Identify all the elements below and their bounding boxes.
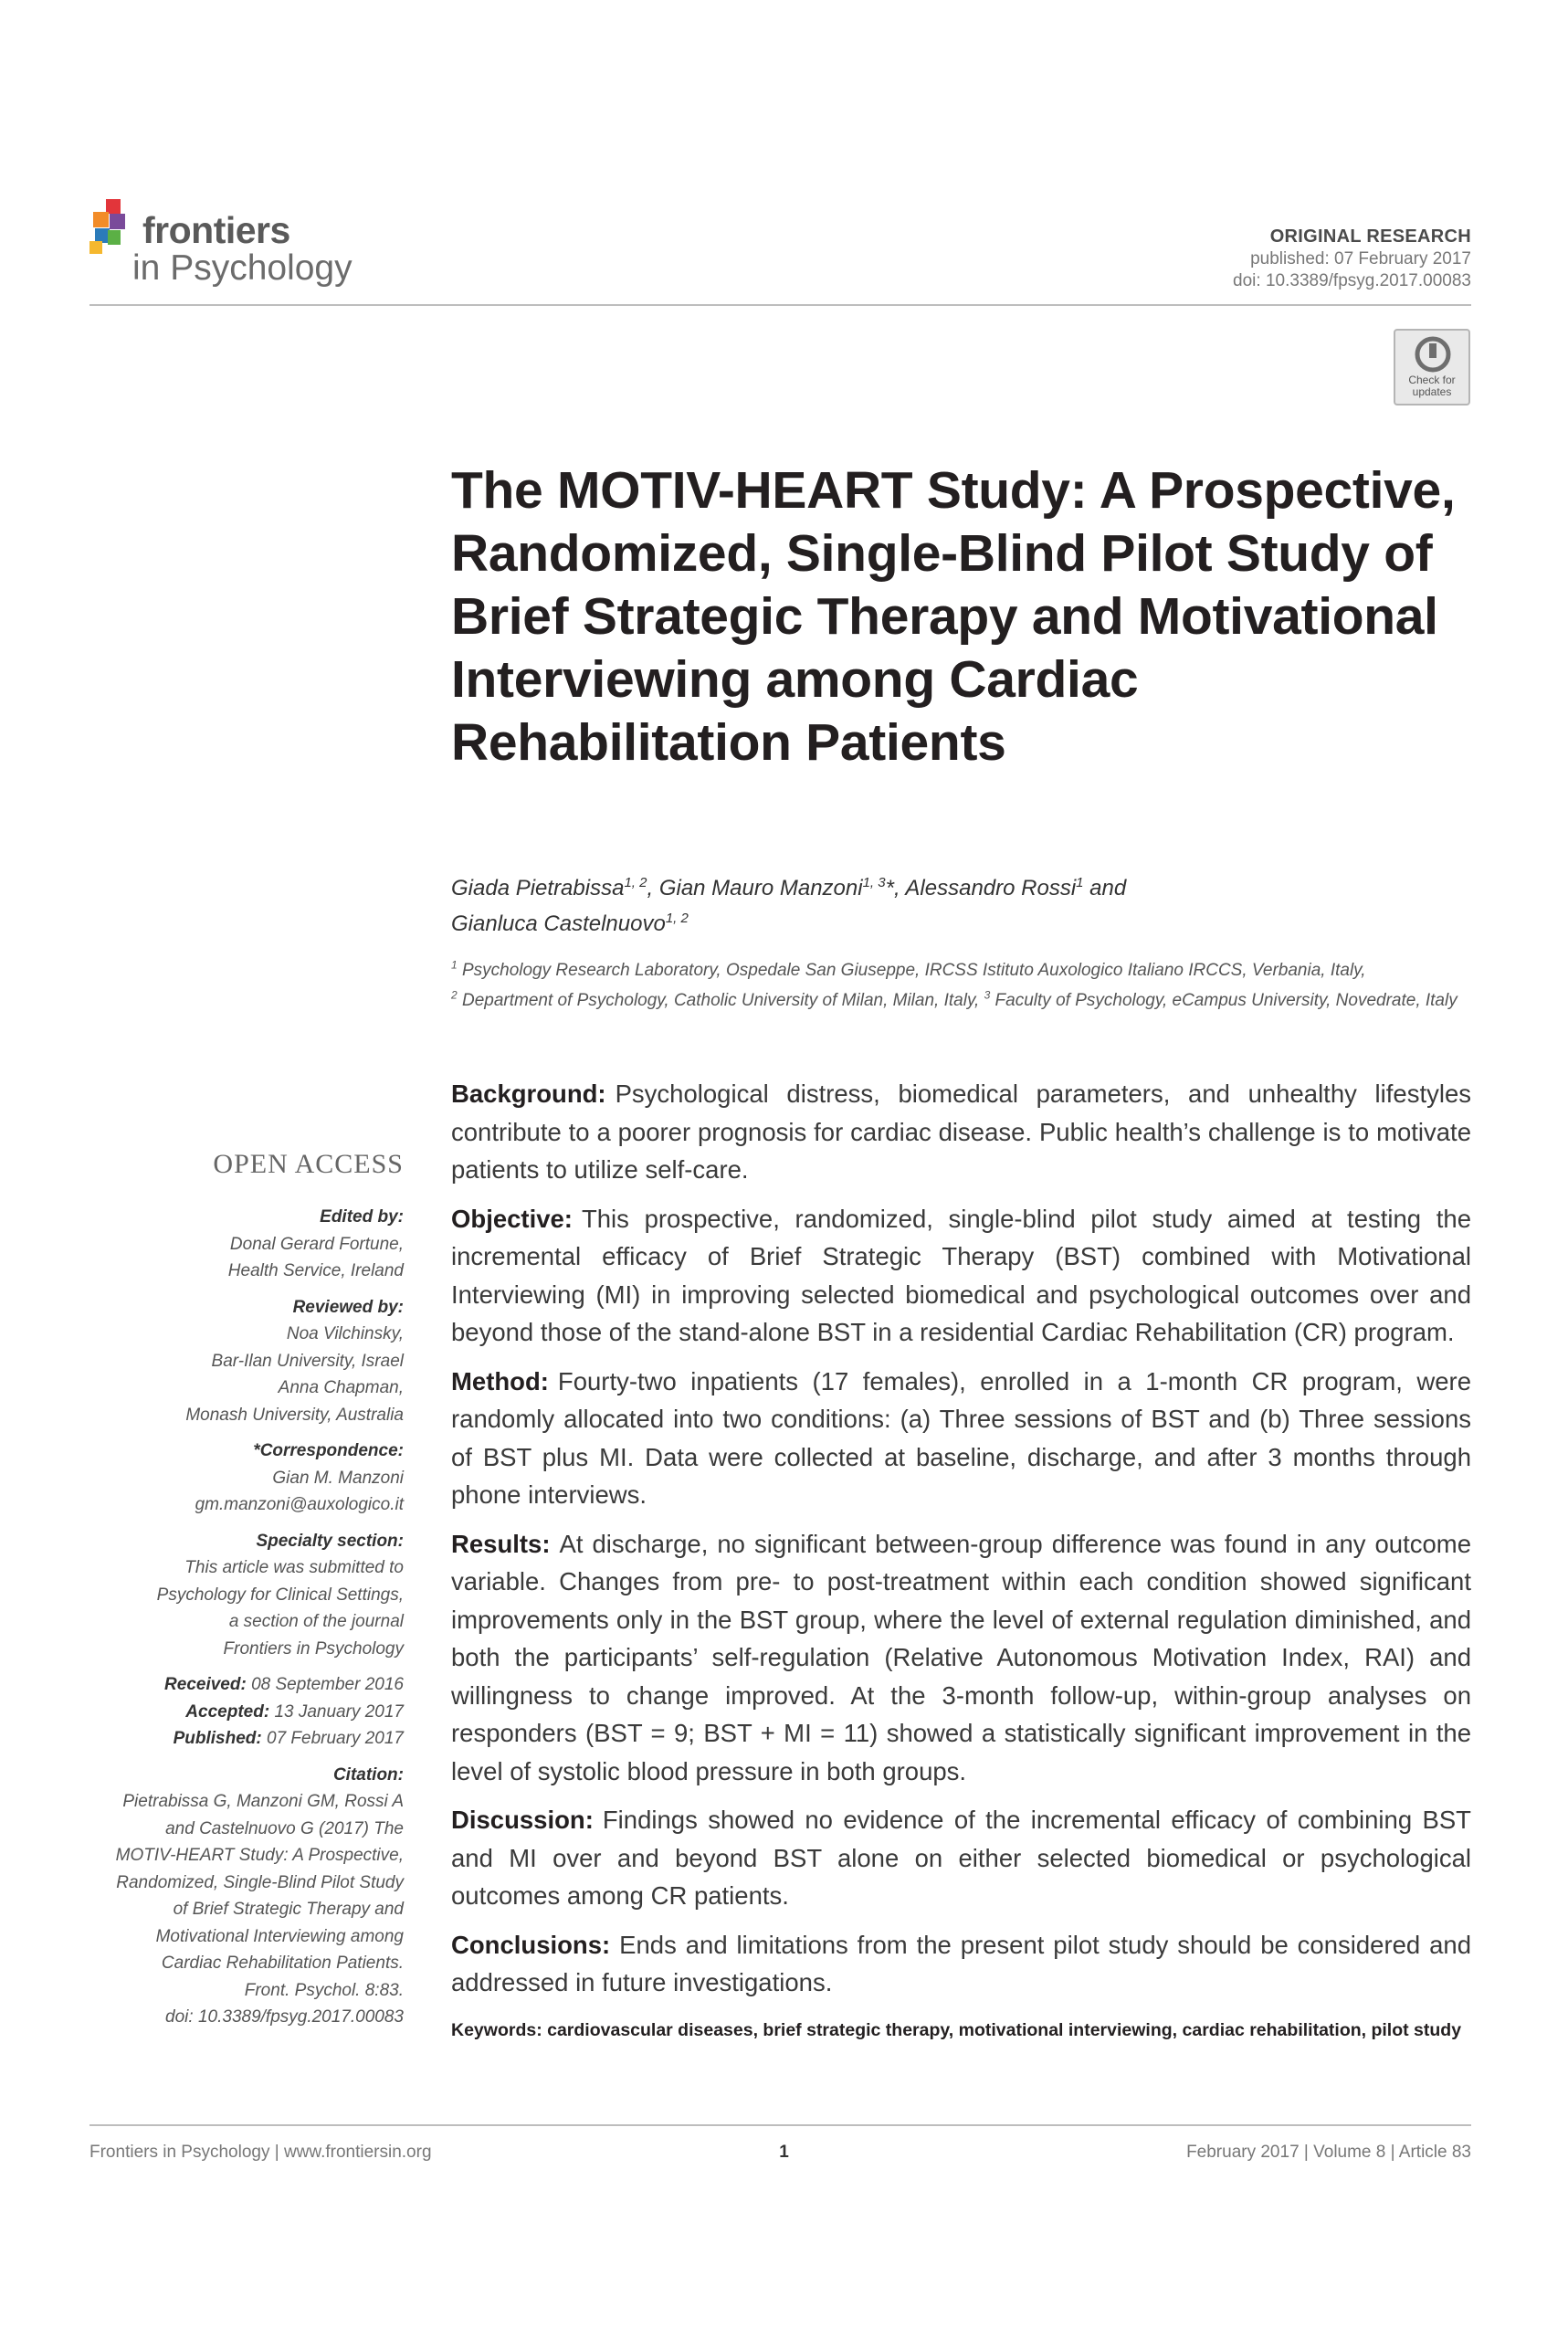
citation-block bbox=[89, 1762, 404, 2031]
citation-line: Motivational Interviewing among bbox=[155, 1926, 404, 1946]
abstract-background: Background: Psychological distress, biomedical parameters, and unhealthy lifestyles contribute to a poorer prognosis for cardiac disease. Public health’s challenge is to motivate patients to utilize self-care. bbox=[451, 1079, 1471, 1184]
abstract-discussion: Discussion: Findings showed no evidence of the incremental efficacy of combining BST and MI over and beyond BST alone on either selected biomedical or psychological outcomes among CR patients. bbox=[451, 1806, 1471, 1910]
open-access-label: OPEN ACCESS bbox=[213, 1149, 404, 1179]
specialty-line: This article was submitted to bbox=[184, 1558, 404, 1577]
dates-block bbox=[89, 1671, 404, 1753]
author-name[interactable]: Gian Mauro Manzoni bbox=[658, 876, 863, 900]
journal-name-line1: frontiers bbox=[142, 209, 290, 251]
citation-doi[interactable]: doi: 10.3389/fpsyg.2017.00083 bbox=[165, 2007, 404, 2027]
footer-divider bbox=[89, 2124, 1471, 2126]
specialty-label: Specialty section: bbox=[256, 1531, 404, 1551]
received-date: Received: 08 September 2016 bbox=[164, 1675, 404, 1694]
abstract-method: Method: Fourty-two inpatients (17 females), enrolled in a 1-month CR program, were randomly allocated into two conditions: (a) Three sessions of BST and (b) Three sessions of BST plus MI. Data were collected at baseline, discharge, and after 3 months through phone interviews. bbox=[451, 1366, 1471, 1509]
footer-journal-link[interactable]: Frontiers in Psychology | www.frontiersin.org bbox=[89, 2143, 432, 2162]
keywords: Keywords: cardiovascular diseases, brief strategic therapy, motivational interviewing, cardiac rehabilitation, pilot study bbox=[451, 2020, 1462, 2040]
affiliation-marker: 1 bbox=[451, 959, 458, 972]
author-list bbox=[451, 868, 1474, 939]
reviewer-line: Noa Vilchinsky, bbox=[286, 1324, 404, 1343]
citation-line: Pietrabissa G, Manzoni GM, Rossi A bbox=[122, 1792, 404, 1811]
reviewed-by-label: Reviewed by: bbox=[292, 1297, 404, 1317]
correspondence-label: *Correspondence: bbox=[253, 1441, 404, 1460]
author-separator: , bbox=[647, 876, 659, 900]
citation-line: Front. Psychol. 8:83. bbox=[244, 1980, 404, 2000]
reviewer-line: Bar-Ilan University, Israel bbox=[211, 1351, 404, 1371]
check-updates-label: Check for updates bbox=[1408, 374, 1456, 398]
author-separator: and bbox=[1083, 876, 1127, 900]
article-type: ORIGINAL RESEARCH bbox=[1269, 226, 1471, 247]
check-for-updates-button[interactable] bbox=[1394, 329, 1470, 405]
correspondent-email[interactable]: gm.manzoni@auxologico.it bbox=[195, 1495, 404, 1514]
affiliation-text: Faculty of Psychology, eCampus University, Novedrate, Italy bbox=[990, 990, 1458, 1010]
citation-line: Randomized, Single-Blind Pilot Study bbox=[116, 1872, 404, 1892]
article-meta bbox=[1015, 225, 1471, 292]
author-name[interactable]: Giada Pietrabissa bbox=[451, 876, 625, 900]
citation-label: Citation: bbox=[332, 1764, 404, 1785]
article-title: The MOTIV-HEART Study: A Prospective, Randomized, Single-Blind Pilot Study of Brief Strategic Therapy and Motivational Interviewing among Cardiac Rehabilitation Patients bbox=[451, 461, 1456, 772]
correspondence-block bbox=[89, 1438, 404, 1519]
affiliation-marker: 3 bbox=[984, 988, 991, 1002]
specialty-line: Psychology for Clinical Settings, bbox=[156, 1585, 404, 1605]
edited-by-label: Edited by: bbox=[320, 1207, 404, 1227]
abstract bbox=[451, 1075, 1471, 2013]
author-affiliation-marker: 1 bbox=[1076, 875, 1084, 890]
article-info-sidebar bbox=[89, 1204, 404, 2040]
author-name[interactable]: Alessandro Rossi bbox=[905, 876, 1077, 900]
citation-line: MOTIV-HEART Study: A Prospective, bbox=[115, 1846, 404, 1865]
page-number: 1 bbox=[779, 2143, 789, 2162]
abstract-objective: Objective: This prospective, randomized, single-blind pilot study aimed at testing the incremental efficacy of Brief Strategic Therapy (BST) combined with Motivational Interviewing (MI) in improving selected biomedical and psychological outcomes over and beyond those of the stand-alone BST in a residential Cardiac Rehabilitation (CR) program. bbox=[451, 1204, 1471, 1346]
journal-logo[interactable] bbox=[89, 199, 391, 300]
reviewer-line: Monash University, Australia bbox=[185, 1405, 404, 1425]
reviewer-line: Anna Chapman, bbox=[278, 1378, 404, 1397]
affiliation-text: Department of Psychology, Catholic University of Milan, Milan, Italy, bbox=[457, 990, 984, 1010]
affiliation-text: Psychology Research Laboratory, Ospedale San Giuseppe, IRCSS Istituto Auxologico Italiano IRCCS, Verbania, Italy, bbox=[457, 961, 1366, 981]
citation-line: Cardiac Rehabilitation Patients. bbox=[161, 1954, 404, 1973]
author-affiliation-marker: 1, 3 bbox=[862, 875, 886, 890]
author-affiliation-marker: 1, 2 bbox=[665, 911, 689, 926]
edited-by-block bbox=[89, 1204, 404, 1285]
affiliation-item bbox=[451, 988, 984, 1010]
author-separator: *, bbox=[885, 876, 906, 900]
affiliations bbox=[451, 953, 1474, 1013]
specialty-block bbox=[89, 1528, 404, 1663]
check-updates-icon bbox=[1415, 336, 1451, 373]
citation-line: and Castelnuovo G (2017) The bbox=[165, 1818, 404, 1838]
article-doi[interactable]: doi: 10.3389/fpsyg.2017.00083 bbox=[1233, 271, 1471, 290]
affiliation-marker: 2 bbox=[451, 988, 458, 1002]
footer-issue-info: February 2017 | Volume 8 | Article 83 bbox=[1186, 2143, 1471, 2162]
correspondent-name: Gian M. Manzoni bbox=[272, 1468, 404, 1488]
abstract-conclusions: Conclusions: Ends and limitations from the present pilot study should be considered and addressed in future investigations. bbox=[451, 1930, 1471, 1996]
header-divider bbox=[89, 304, 1471, 306]
abstract-results: Results: At discharge, no significant between-group difference was found in any outcome variable. Changes from pre- to post-treatment within each condition showed significant improvements only in the BST group, where the level of external regulation diminished, and both the participants’ self-regulation (Relative Autonomous Motivation Index, RAI) and willingness to change improved. At the 3-month follow-up, within-group analyses on responders (BST = 9; BST + MI = 11) showed a statistically significant improvement in the level of systolic blood pressure in both groups. bbox=[451, 1529, 1471, 1785]
reviewed-by-block bbox=[89, 1294, 404, 1429]
published-date-sidebar: Published: 07 February 2017 bbox=[173, 1729, 404, 1748]
specialty-line: Frontiers in Psychology bbox=[223, 1638, 404, 1659]
author-affiliation-marker: 1, 2 bbox=[624, 875, 647, 890]
author-name[interactable]: Gianluca Castelnuovo bbox=[451, 911, 666, 936]
specialty-line: a section of the journal bbox=[228, 1612, 404, 1631]
frontiers-logo-icon bbox=[89, 199, 137, 256]
citation-line: of Brief Strategic Therapy and bbox=[173, 1900, 404, 1919]
accepted-date: Accepted: 13 January 2017 bbox=[185, 1701, 404, 1722]
editor-line: Health Service, Ireland bbox=[227, 1261, 404, 1280]
affiliation-item bbox=[984, 988, 1458, 1010]
editor-line: Donal Gerard Fortune, bbox=[229, 1234, 404, 1254]
journal-name-line2: in Psychology bbox=[132, 248, 353, 288]
affiliation-item bbox=[451, 961, 1366, 980]
published-date: published: 07 February 2017 bbox=[1250, 249, 1471, 269]
